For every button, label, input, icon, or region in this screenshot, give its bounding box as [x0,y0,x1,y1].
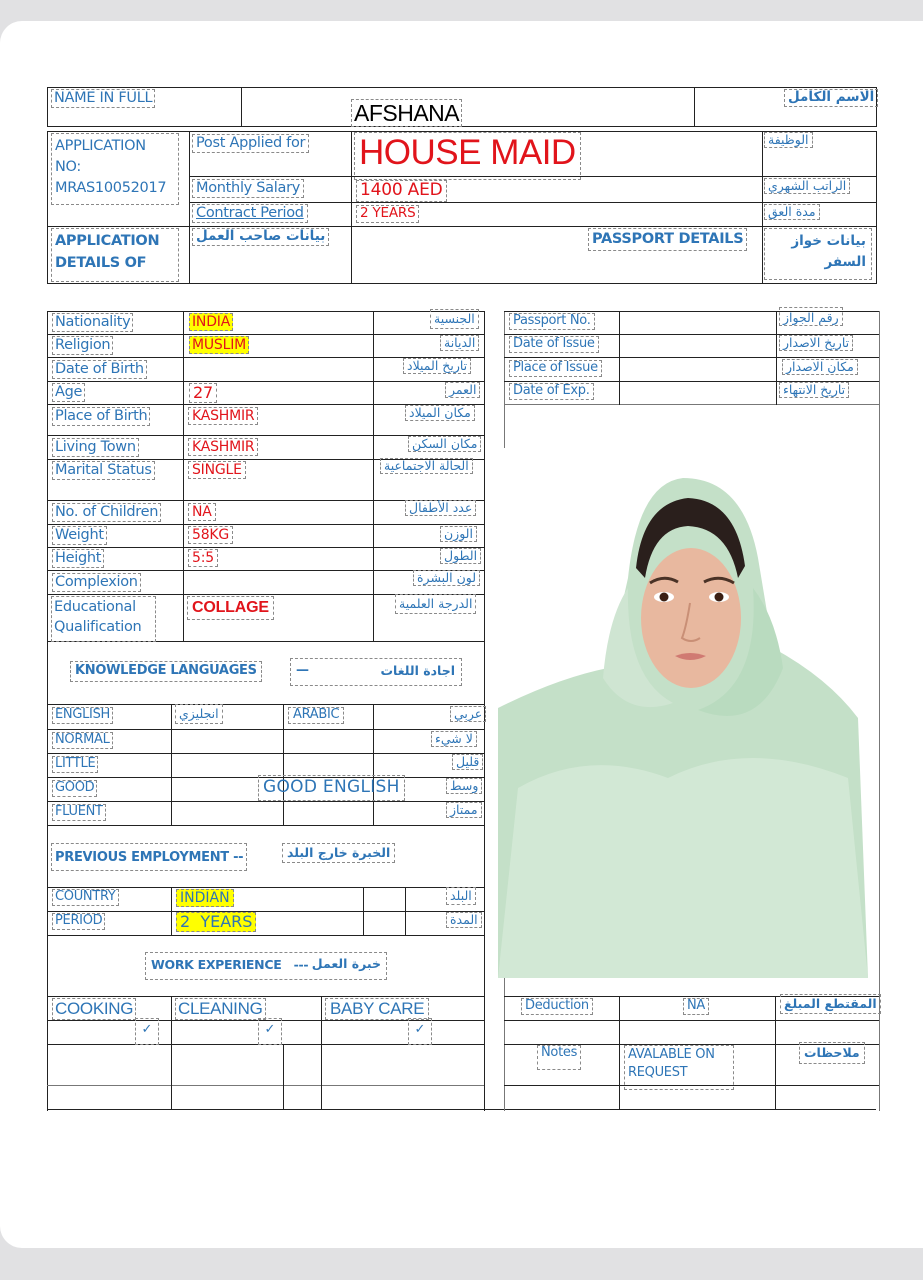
passport-details-ar-1: بيانات خواز [791,233,866,249]
marital-status-label-ar: الحالة الاجتماعية [380,458,473,474]
weight-value: 58KG [188,526,233,544]
level-little-ar: قليل [452,754,483,770]
application-no-box [51,133,179,205]
date-of-exp-label-ar: تاريخ الانتهاء [779,382,849,398]
children-label: No. of Children [52,503,161,522]
level-good: GOOD [52,780,97,797]
complexion-label-ar: لون البشرة [413,570,480,586]
app-details-box [51,228,179,282]
portrait-image [498,448,868,978]
place-of-birth-value: KASHMIR [188,407,258,425]
notes-value-2: REQUEST [628,1064,688,1080]
notes-value-box [624,1045,734,1090]
height-label: Height [52,549,104,568]
languages-title: KNOWLEDGE LANGUAGES [70,661,262,682]
deduction-label: Deduction [521,998,593,1015]
marital-status-value: SINGLE [188,461,246,479]
religion-label: Religion [52,336,113,355]
children-label-ar: عدد الأطفال [405,500,476,516]
passport-details-ar-box [764,228,872,280]
application-no-label: APPLICATION NO: [55,138,146,176]
notes-value-1: AVALABLE ON [628,1047,715,1062]
date-of-issue-label-ar: تاريخ الاصدار [779,335,853,351]
skill-cooking-label: COOKING [52,998,136,1020]
country-label-ar: البلد [446,887,476,905]
level-fluent: FLUENT [52,804,106,821]
skill-cleaning-label: CLEANING [175,998,266,1020]
period-label-ar: المدة [446,912,482,928]
check-icon: ✓ [408,1018,432,1045]
deduction-label-ar: المقتطع المبلغ [780,994,881,1014]
level-fluent-ar: ممتاز [446,802,482,818]
country-value: INDIAN [176,889,234,907]
age-label: Age [52,383,85,402]
dob-label: Date of Birth [52,360,147,379]
language-english: ENGLISH [52,707,113,724]
languages-dash: — [296,663,309,678]
age-label-ar: العمر [445,382,480,398]
nationality-label-ar: الجنسية [430,309,479,329]
country-label: COUNTRY [52,889,119,906]
work-experience-title: WORK EXPERIENCE --- [151,957,309,972]
level-good-ar: وسط [446,778,482,794]
education-label-box [51,596,156,642]
application-no-value: MRAS10052017 [55,180,167,197]
contract-label: Contract Period [192,204,308,223]
living-town-label-ar: مكان السكن [408,436,481,452]
date-of-issue-label: Date of Issue [509,336,599,353]
education-label-1: Educational [54,599,136,615]
contract-value: 2 YEARS [356,205,419,223]
education-label-ar: الدرجة العلمية [395,594,476,614]
height-label-ar: الطول [440,548,481,564]
work-experience-title-box [145,952,387,980]
period-value: 2 YEARS [176,912,256,932]
post-value: HOUSE MAID [354,132,581,180]
height-value: 5:5 [188,549,218,567]
post-label: Post Applied for [192,134,309,153]
place-of-issue-label-ar: مكان الاصدار [782,359,858,375]
language-arabic: ARABIC [288,707,344,724]
post-label-ar: الوظيفة [764,132,813,148]
language-arabic-ar: عربي [450,706,486,722]
name-label: NAME IN FULL [51,89,155,108]
period-label: PERIOD [52,913,105,930]
name-value: AFSHANA [351,99,462,127]
place-of-birth-label: Place of Birth [52,407,150,426]
nationality-label: Nationality [52,313,133,332]
date-of-exp-label: Date of Exp. [509,383,594,400]
work-experience-title-ar: خبرة العمل [311,956,381,971]
name-label-ar: الاسم الكامل [784,89,878,107]
candidate-photo [498,448,868,978]
deduction-value: NA [683,998,709,1015]
religion-value: MUSLIM [189,336,249,354]
living-town-label: Living Town [52,438,139,457]
weight-label: Weight [52,526,107,545]
language-english-ar: انجليزي [175,704,223,724]
salary-label-ar: الراتب الشهري [764,178,850,194]
place-of-birth-label-ar: مكان الميلاد [405,405,475,421]
age-value: 27 [189,383,217,403]
passport-no-label-ar: رقم الجواز [779,307,843,326]
religion-label-ar: الديانة [440,335,479,351]
good-english-value: GOOD ENGLISH [258,775,405,801]
notes-label: Notes [537,1045,581,1070]
level-normal-ar: لا شيء [431,731,477,747]
level-normal: NORMAL [52,732,113,749]
place-of-issue-label: Place of Issue [509,360,602,377]
children-value: NA [188,503,216,521]
salary-label: Monthly Salary [192,179,304,198]
employer-details-ar: بيانات صاحب العمل [192,228,329,246]
check-icon: ✓ [135,1018,159,1045]
employment-title: PREVIOUS EMPLOYMENT -- [51,843,247,871]
languages-title-ar-box [290,658,462,686]
nationality-value: INDIA [189,313,233,331]
education-label-2: Qualification [54,619,142,636]
marital-status-label: Marital Status [52,461,155,480]
check-icon: ✓ [258,1018,282,1045]
weight-label-ar: الوزن [440,526,477,542]
app-details-label-2: DETAILS OF [55,254,147,271]
salary-value: 1400 AED [356,180,447,202]
level-little: LITTLE [52,756,98,773]
passport-details-label: PASSPORT DETAILS [588,228,747,251]
notes-label-ar: ملاحظات [799,1042,865,1064]
passport-no-label: Passport No. [509,313,595,330]
complexion-label: Complexion [52,573,141,592]
employment-title-ar: الخبرة خارج البلد [282,843,395,863]
app-details-label-1: APPLICATION [55,233,160,249]
passport-details-ar-2: السفر [824,253,866,270]
contract-label-ar: مدة العق [764,204,820,220]
living-town-value: KASHMIR [188,438,258,456]
education-value: COLLAGE [187,596,274,620]
skill-baby-care-label: BABY CARE [325,998,429,1020]
dob-label-ar: تاريخ الميلاد [403,358,471,374]
languages-title-ar: اجادة اللغات [380,663,455,678]
